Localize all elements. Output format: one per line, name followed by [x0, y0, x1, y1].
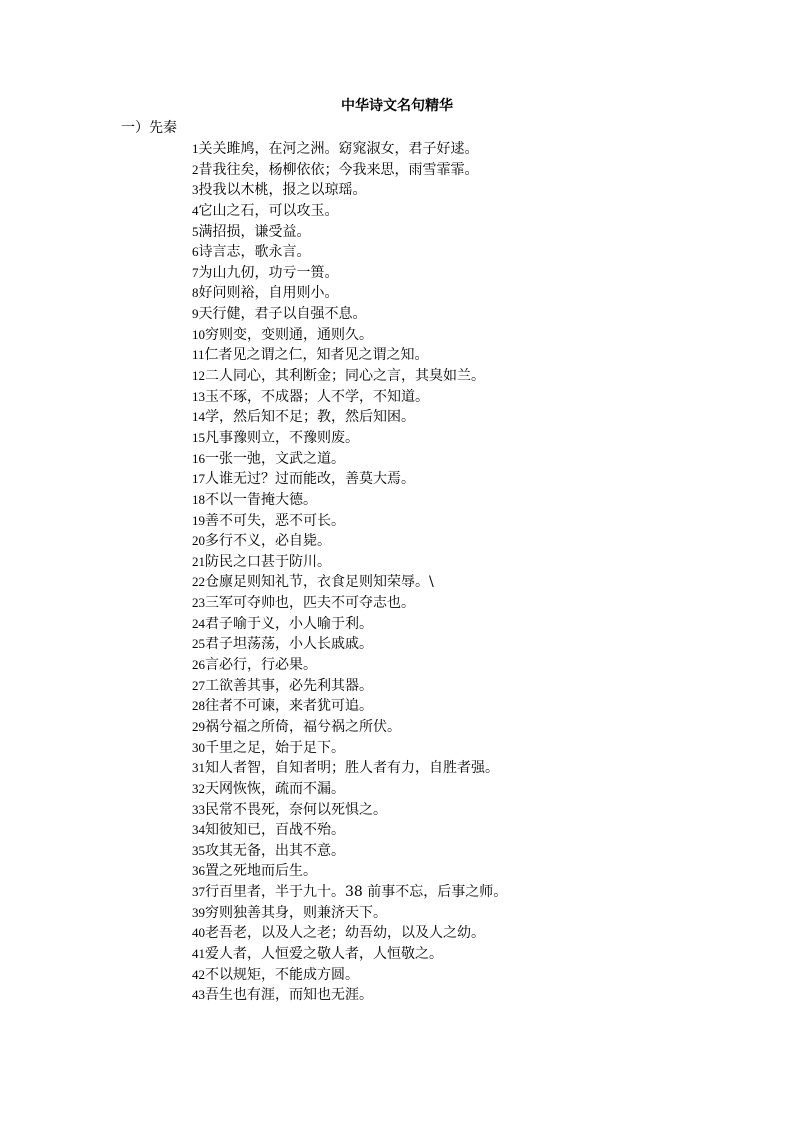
quote-text: 满招损，谦受益。 [198, 223, 311, 240]
quote-number: 1 [192, 141, 199, 156]
quote-line [192, 180, 752, 201]
quote-text: 行百里者，半于九十。38 前事不忘，后事之师。 [205, 884, 508, 901]
quote-text: 君子喻于义，小人喻于利。 [205, 615, 373, 632]
quote-line [192, 841, 752, 862]
quote-number: 40 [192, 925, 205, 941]
quote-text: 关关雎鸠，在河之洲。窈窕淑女，君子好逑。 [198, 141, 479, 157]
quote-text: 民常不畏死，奈何以死惧之。 [205, 801, 387, 818]
quote-text: 仓廪足则知礼节，衣食足则知荣辱。\ [205, 574, 434, 591]
quote-line [192, 366, 752, 387]
quote-line [192, 572, 752, 593]
quote-number: 9 [192, 306, 199, 322]
quote-text: 不以规矩，不能成方圆。 [205, 966, 359, 983]
quote-line [192, 985, 752, 1006]
quote-number: 26 [192, 657, 205, 673]
quote-number: 5 [192, 223, 199, 239]
quote-number: 20 [192, 533, 205, 549]
quote-line [192, 593, 752, 614]
quote-line [192, 676, 752, 697]
quote-number: 6 [192, 244, 199, 260]
quote-line [192, 944, 752, 965]
quote-number: 22 [192, 574, 205, 590]
quote-number: 2 [192, 161, 199, 177]
quote-number: 30 [192, 739, 205, 755]
quote-line [192, 800, 752, 821]
quote-number: 42 [192, 966, 205, 982]
quote-number: 15 [192, 429, 205, 445]
quote-number: 10 [192, 326, 205, 342]
quote-text: 防民之口甚于防川。 [205, 553, 331, 570]
quote-text: 爱人者，人恒爱之敬人者，人恒敬之。 [205, 945, 443, 962]
quote-number: 28 [192, 698, 205, 714]
quote-line [192, 263, 752, 284]
quote-number: 17 [192, 471, 205, 487]
quote-text: 多行不义，必自毙。 [205, 533, 331, 550]
quote-line [192, 511, 752, 532]
quote-number: 7 [192, 264, 199, 280]
quote-text: 言必行，行必果。 [205, 657, 317, 674]
quote-line [192, 201, 752, 222]
quote-number: 24 [192, 615, 205, 631]
quote-text: 天网恢恢，疏而不漏。 [205, 780, 345, 797]
section-heading: 一）先秦 [121, 120, 177, 136]
quote-number: 25 [192, 636, 205, 652]
quote-number: 35 [192, 842, 205, 858]
quote-line [192, 283, 752, 304]
quote-text: 千里之足，始于足下。 [205, 739, 345, 756]
quote-number: 32 [192, 780, 205, 796]
quote-line [192, 717, 752, 738]
quote-line [192, 407, 752, 428]
quote-line [192, 779, 752, 800]
quote-number: 13 [192, 388, 205, 404]
quote-number: 19 [192, 512, 205, 528]
quote-line [192, 345, 752, 366]
quote-number: 8 [192, 285, 199, 301]
quote-number: 43 [192, 987, 205, 1003]
quote-line [192, 614, 752, 635]
quote-number: 14 [192, 409, 205, 425]
quote-line [192, 387, 752, 408]
quote-line [192, 469, 752, 490]
quote-line [192, 861, 752, 882]
quote-number: 39 [192, 904, 205, 920]
quote-text: 投我以木桃，报之以琼瑶。 [198, 182, 367, 199]
quote-number: 4 [192, 202, 199, 218]
quote-line [192, 428, 752, 449]
quote-number: 23 [192, 595, 205, 611]
quote-text: 人谁无过？过而能改，善莫大焉。 [205, 471, 415, 488]
quote-number: 16 [192, 450, 205, 466]
quote-line [192, 139, 752, 160]
quote-text: 仁者见之谓之仁，知者见之谓之知。 [204, 347, 429, 364]
quote-line [192, 696, 752, 717]
quote-line [192, 758, 752, 779]
quote-text: 工欲善其事，必先利其器。 [205, 677, 373, 694]
quote-number: 37 [192, 884, 205, 900]
quote-line [192, 634, 752, 655]
quote-number: 34 [192, 822, 205, 838]
document-title: 中华诗文名句精华 [341, 98, 453, 114]
quote-line [192, 222, 752, 243]
quote-line [192, 903, 752, 924]
quote-text: 一张一弛，文武之道。 [205, 450, 345, 467]
quote-line [192, 490, 752, 511]
quote-number: 21 [192, 553, 205, 569]
quote-text: 为山九仞，功亏一篑。 [198, 264, 339, 281]
quote-line [192, 552, 752, 573]
quote-text: 知彼知已，百战不殆。 [205, 822, 345, 839]
quote-number: 12 [192, 368, 205, 384]
quote-line [192, 882, 752, 903]
quote-number: 33 [192, 801, 205, 817]
quote-text: 三军可夺帅也，匹夫不可夺志也。 [205, 595, 415, 612]
quote-text: 祸兮福之所倚，福兮祸之所伏。 [205, 718, 401, 735]
quote-number: 3 [192, 182, 199, 198]
quote-text: 好问则裕，自用则小。 [198, 285, 339, 302]
quote-number: 27 [192, 677, 205, 693]
quote-line [192, 923, 752, 944]
quote-text: 不以一眚掩大德。 [205, 491, 317, 508]
quote-number: 31 [192, 760, 205, 776]
quote-number: 11 [192, 347, 205, 363]
quote-line [192, 304, 752, 325]
quote-number: 29 [192, 718, 205, 734]
quote-text: 凡事豫则立，不豫则废。 [205, 429, 359, 446]
quote-line [192, 242, 752, 263]
quote-number: 41 [192, 945, 205, 961]
quote-number: 36 [192, 863, 205, 879]
quote-text: 往者不可谏，来者犹可追。 [205, 698, 373, 715]
quote-line [192, 655, 752, 676]
quote-text: 知人者智，自知者明；胜人者有力，自胜者强。 [205, 760, 499, 777]
quote-text: 吾生也有涯，而知也无涯。 [205, 987, 373, 1004]
quote-text: 它山之石，可以攻玉。 [198, 202, 339, 219]
quote-text: 置之死地而后生。 [205, 863, 317, 880]
quote-text: 攻其无备，出其不意。 [205, 842, 345, 859]
quote-text: 诗言志，歌永言。 [198, 244, 311, 261]
quote-text: 穷则独善其身，则兼济天下。 [205, 904, 387, 921]
quote-list [192, 139, 752, 1006]
quote-line [192, 531, 752, 552]
quote-line [192, 160, 752, 181]
quote-line [192, 965, 752, 986]
quote-text: 穷则变，变则通，通则久。 [205, 326, 373, 343]
quote-line [192, 820, 752, 841]
quote-line [192, 449, 752, 470]
quote-number: 18 [192, 491, 205, 507]
quote-text: 君子坦荡荡，小人长戚戚。 [205, 636, 373, 653]
quote-text: 老吾老，以及人之老；幼吾幼，以及人之幼。 [205, 925, 485, 942]
quote-line [192, 325, 752, 346]
quote-text: 善不可失，恶不可长。 [205, 512, 345, 529]
quote-text: 二人同心，其利断金；同心之言，其臭如兰。 [205, 368, 485, 385]
quote-line [192, 738, 752, 759]
quote-text: 昔我往矣，杨柳依依；今我来思，雨雪霏霏。 [198, 161, 479, 178]
quote-text: 玉不琢，不成器；人不学，不知道。 [205, 388, 429, 405]
quote-text: 学，然后知不足；教，然后知困。 [205, 409, 415, 426]
quote-text: 天行健，君子以自强不息。 [198, 306, 367, 323]
